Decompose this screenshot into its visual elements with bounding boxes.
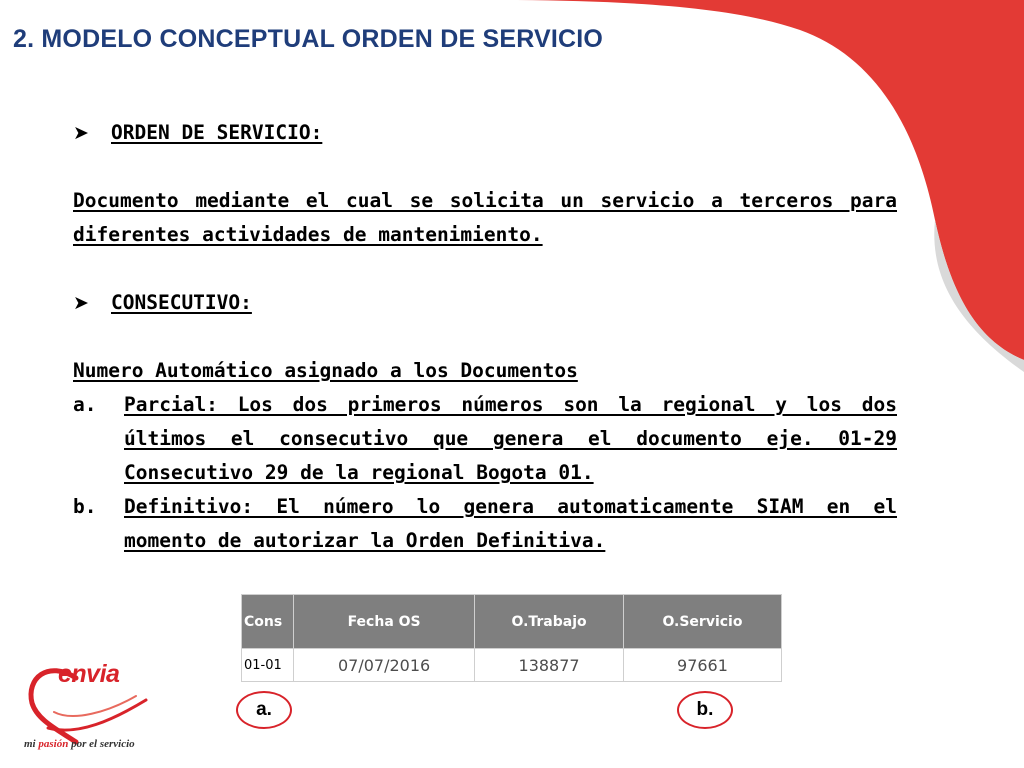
section-orden-heading	[73, 116, 897, 150]
list-item-text: Definitivo: El número lo genera automaticamente SIAM en el momento de autorizar la Orden Definitiva.	[124, 495, 897, 552]
arrowhead-bullet-icon: ➤	[73, 292, 89, 314]
list-item	[73, 490, 897, 558]
list-item	[73, 388, 897, 490]
orden-definition: Documento mediante el cual se solicita un servicio a terceros para diferentes actividades de mantenimiento.	[73, 189, 897, 246]
callout-b: b.	[677, 691, 733, 729]
column-header: O.Trabajo	[475, 595, 624, 649]
consecutivo-heading-label: CONSECUTIVO:	[111, 291, 252, 314]
table-cell: 138877	[475, 649, 624, 682]
table-header-row	[242, 595, 782, 649]
table-cell: 97661	[623, 649, 781, 682]
company-logo	[18, 658, 168, 758]
column-header: O.Servicio	[623, 595, 781, 649]
consecutivo-list	[73, 388, 897, 558]
table-cell: 01-01	[242, 649, 294, 682]
consecutivo-intro: Numero Automático asignado a los Documentos	[73, 359, 578, 382]
arrowhead-bullet-icon: ➤	[73, 122, 89, 144]
table-cell: 07/07/2016	[294, 649, 475, 682]
callout-a: a.	[236, 691, 292, 729]
logo-wordmark: envia	[58, 660, 120, 688]
slide-body	[73, 116, 897, 558]
orden-heading-label: ORDEN DE SERVICIO:	[111, 121, 323, 144]
logo-tagline: mi pasión por el servicio	[24, 738, 135, 750]
screenshot-table	[241, 594, 782, 682]
column-header: Cons	[242, 595, 294, 649]
column-header: Fecha OS	[294, 595, 475, 649]
list-item-text: Parcial: Los dos primeros números son la regional y los dos últimos el consecutivo que genera el documento eje. 01-29 Consecutivo 29 de la regional Bogota 01.	[124, 393, 897, 484]
section-consecutivo-heading	[73, 286, 897, 320]
list-marker: b.	[73, 495, 97, 518]
table-row	[242, 649, 782, 682]
slide-title: 2. MODELO CONCEPTUAL ORDEN DE SERVICIO	[13, 25, 604, 53]
list-marker: a.	[73, 393, 97, 416]
